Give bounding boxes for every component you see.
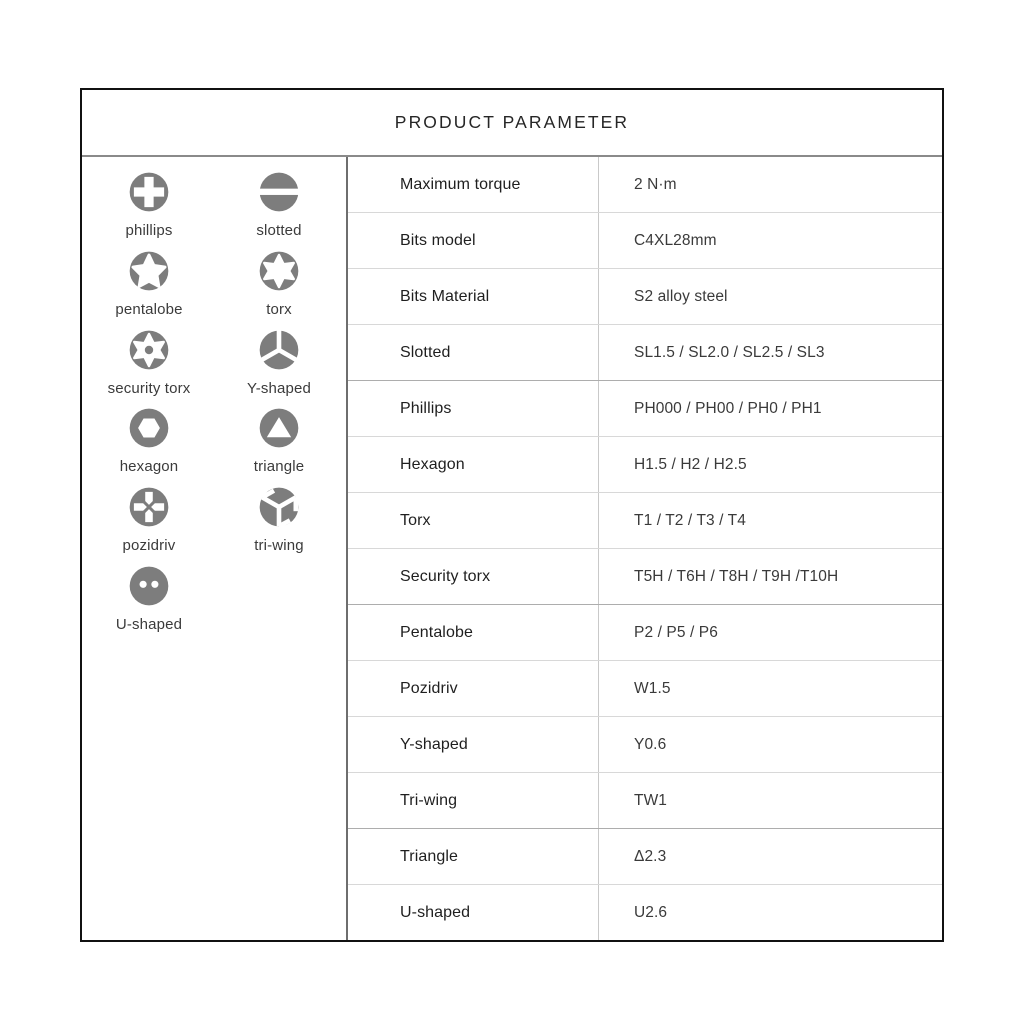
parameter-name: Bits model xyxy=(348,213,599,268)
parameter-name: Tri-wing xyxy=(348,773,599,828)
table-row xyxy=(348,885,942,940)
bit-type-y-shaped xyxy=(229,329,329,399)
parameter-value: T5H / T6H / T8H / T9H /T10H xyxy=(634,567,839,585)
parameter-value: Δ2.3 xyxy=(634,847,667,865)
parameter-value: H1.5 / H2 / H2.5 xyxy=(634,455,747,473)
icon-row xyxy=(82,329,346,399)
parameter-name: Y-shaped xyxy=(348,717,599,772)
parameter-name: Maximum torque xyxy=(348,157,599,212)
bit-type-label: slotted xyxy=(256,222,302,239)
parameter-name: Triangle xyxy=(348,829,599,884)
table-row xyxy=(348,549,942,605)
parameter-value: TW1 xyxy=(634,791,668,809)
table-row xyxy=(348,157,942,213)
card-body xyxy=(82,157,942,940)
table-row xyxy=(348,829,942,885)
pozidriv-bit-icon xyxy=(128,486,170,528)
icon-row xyxy=(82,171,346,241)
parameter-value: T1 / T2 / T3 / T4 xyxy=(634,511,746,529)
bit-type-label: hexagon xyxy=(119,458,179,476)
parameter-name: Bits Material xyxy=(348,269,599,324)
bit-type-icon-panel xyxy=(82,157,348,940)
bit-type-torx xyxy=(229,250,329,320)
bit-type-u-shaped xyxy=(99,565,199,635)
page-title: PRODUCT PARAMETER xyxy=(394,112,630,132)
parameter-value: U2.6 xyxy=(634,903,668,921)
pentalobe-bit-icon xyxy=(128,250,170,292)
security-torx-bit-icon xyxy=(128,329,170,371)
parameter-name: U-shaped xyxy=(348,885,599,940)
bit-type-slotted xyxy=(229,171,329,241)
parameter-value: PH000 / PH00 / PH0 / PH1 xyxy=(634,399,822,417)
bit-type-label: pozidriv xyxy=(122,537,176,554)
table-row xyxy=(348,325,942,381)
parameter-name: Pozidriv xyxy=(348,661,599,716)
table-row xyxy=(348,605,942,661)
hexagon-bit-icon xyxy=(128,407,170,449)
product-parameter-card xyxy=(80,88,944,942)
bit-type-hexagon xyxy=(99,407,199,477)
parameter-name: Hexagon xyxy=(348,437,599,492)
y-shaped-bit-icon xyxy=(258,329,300,371)
bit-type-label: pentalobe xyxy=(115,300,183,318)
slotted-bit-icon xyxy=(258,171,300,213)
parameter-table xyxy=(348,157,942,940)
icon-row xyxy=(82,565,346,635)
table-row xyxy=(348,269,942,325)
bit-type-label: tri-wing xyxy=(254,537,304,554)
parameter-name: Security torx xyxy=(348,549,599,604)
bit-type-pentalobe xyxy=(99,250,199,320)
parameter-name: Phillips xyxy=(348,381,599,436)
table-row xyxy=(348,381,942,437)
parameter-value: P2 / P5 / P6 xyxy=(634,623,718,641)
bit-type-label: security torx xyxy=(107,379,191,397)
bit-type-tri-wing xyxy=(229,486,329,556)
bit-type-label: Y-shaped xyxy=(246,379,312,397)
table-row xyxy=(348,437,942,493)
triangle-bit-icon xyxy=(258,407,300,449)
bit-type-pozidriv xyxy=(99,486,199,556)
tri-wing-bit-icon xyxy=(258,486,300,528)
bit-type-phillips xyxy=(99,171,199,241)
bit-type-triangle xyxy=(229,407,329,477)
parameter-value: S2 alloy steel xyxy=(634,287,728,305)
bit-type-label: torx xyxy=(266,300,292,318)
parameter-value: SL1.5 / SL2.0 / SL2.5 / SL3 xyxy=(634,343,825,361)
table-row xyxy=(348,717,942,773)
torx-bit-icon xyxy=(258,250,300,292)
icon-row xyxy=(82,486,346,556)
icon-row xyxy=(82,407,346,477)
icon-row xyxy=(82,250,346,320)
parameter-value: 2 N·m xyxy=(634,175,677,193)
parameter-name: Slotted xyxy=(348,325,599,380)
table-row xyxy=(348,493,942,549)
table-row xyxy=(348,773,942,829)
parameter-value: W1.5 xyxy=(634,679,671,697)
parameter-name: Pentalobe xyxy=(348,605,599,660)
parameter-value: C4XL28mm xyxy=(634,231,717,249)
parameter-value: Y0.6 xyxy=(634,735,667,753)
table-row xyxy=(348,661,942,717)
bit-type-label: triangle xyxy=(253,458,305,476)
u-shaped-bit-icon xyxy=(128,565,170,607)
parameter-name: Torx xyxy=(348,493,599,548)
bit-type-label: U-shaped xyxy=(115,615,183,633)
table-row xyxy=(348,213,942,269)
phillips-bit-icon xyxy=(128,171,170,213)
bit-type-label: phillips xyxy=(125,222,173,239)
card-title-band xyxy=(82,90,942,157)
bit-type-security-torx xyxy=(99,329,199,399)
